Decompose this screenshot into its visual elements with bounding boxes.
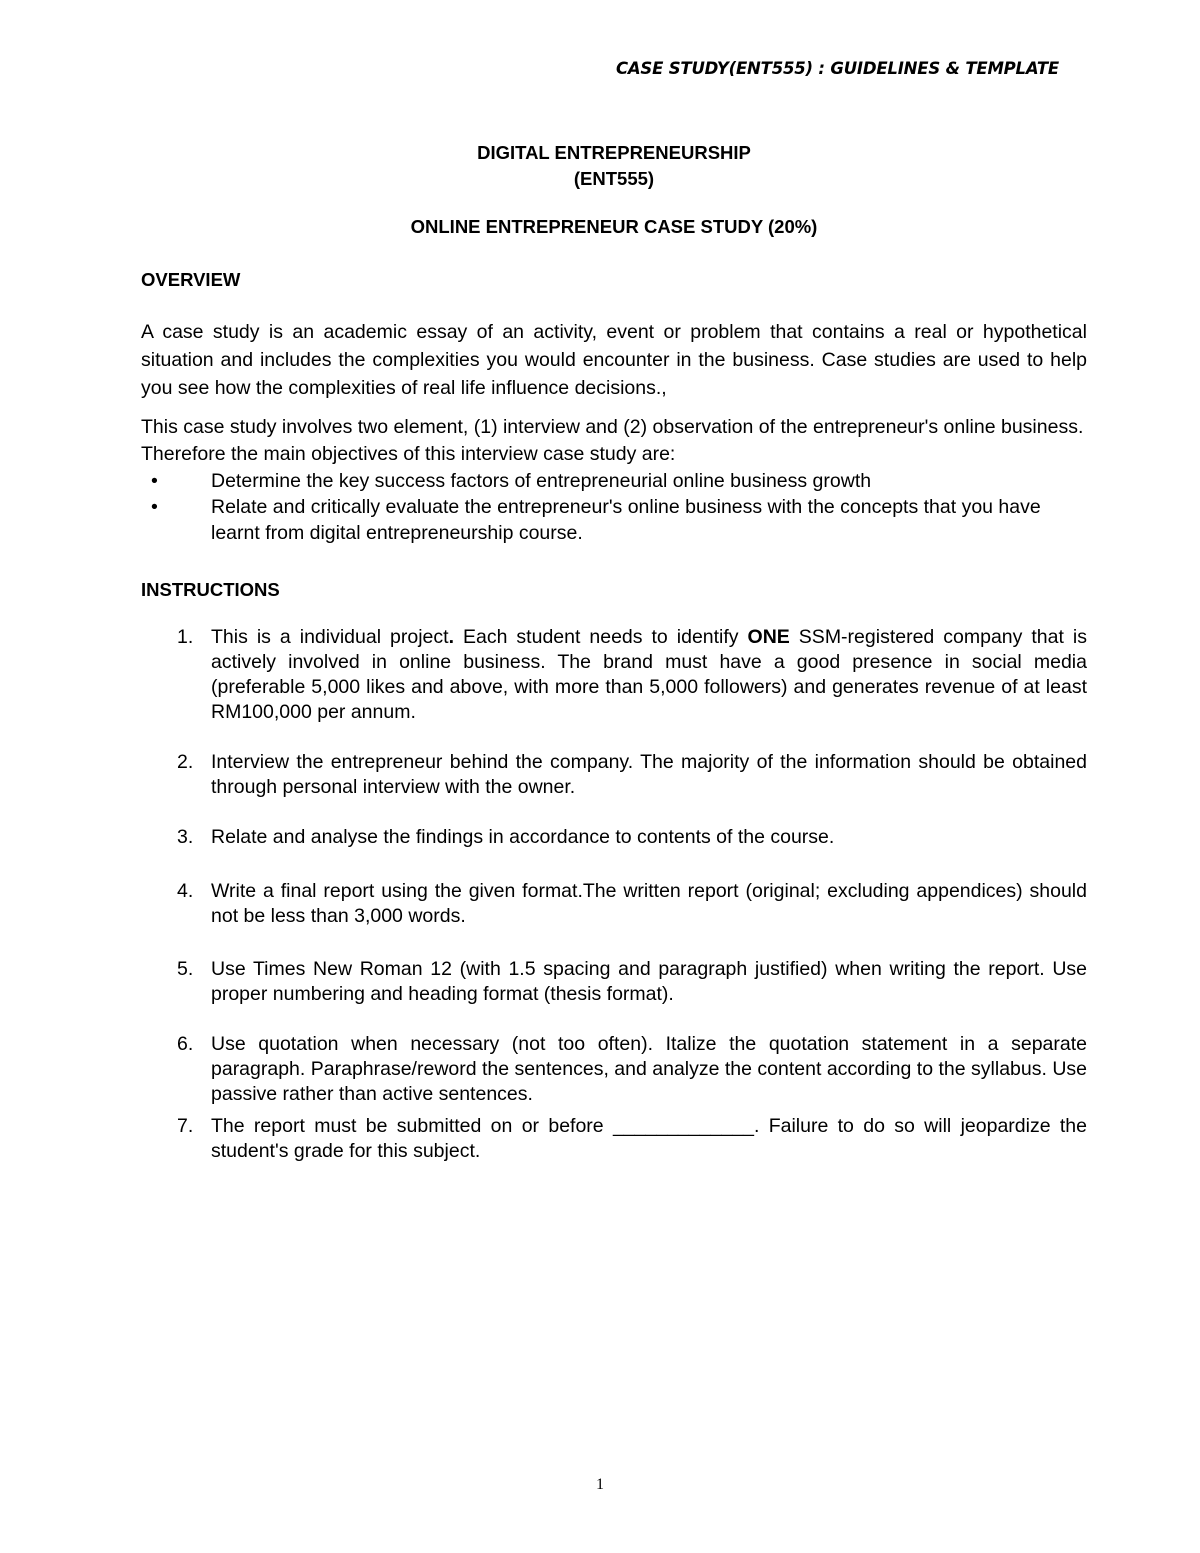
overview-paragraph-2: This case study involves two element, (1) interview and (2) observation of the entrepreneur's online business. Therefore the main objectives of this interview case study are:	[141, 416, 1084, 465]
item-text: Interview the entrepreneur behind the company. The majority of the information should be obtained through personal interview with the owner.	[211, 751, 1087, 798]
item-text: Use quotation when necessary (not too often). Italize the quotation statement in a separate paragraph. Paraphrase/reword the sentences, and analyze the content according to the syllabus. Use passive rather than active sentences.	[211, 1033, 1087, 1105]
overview-paragraph-1: A case study is an academic essay of an activity, event or problem that contains a real or hypothetical situation and includes the complexities you would encounter in the business. Case studies are used to help you see how the complexities of real life influence decisions.,	[141, 321, 1087, 399]
list-item	[141, 879, 1087, 929]
list-item	[141, 1114, 1087, 1164]
list-item	[151, 494, 1087, 546]
item-text: This is a individual project	[211, 626, 449, 648]
document-body	[141, 140, 1087, 1164]
page-number: 1	[596, 1476, 604, 1493]
item-text-emphasis: ONE	[747, 626, 790, 648]
list-item	[151, 468, 1087, 494]
item-text: Use Times New Roman 12 (with 1.5 spacing and paragraph justified) when writing the report. Use proper numbering and heading format (thesis format).	[211, 958, 1087, 1005]
item-text: The report must be submitted on or before _____________. Failure to do so will jeopardize the student's grade for this subject.	[211, 1115, 1087, 1162]
item-number: 1.	[177, 626, 194, 648]
item-text: Write a final report using the given format.The written report (original; excluding appendices) should not be less than 3,000 words.	[211, 880, 1087, 927]
document-subtitle: ONLINE ENTREPRENEUR CASE STUDY (20%)	[410, 216, 818, 237]
bullet-icon: •	[151, 496, 158, 518]
item-text: SSM-registered company that is actively involved in online business. The brand must have a good presence in social media (preferable 5,000 likes and above, with more than 5,000 followers) and generates revenue of at least RM100,000 per annum.	[211, 626, 1087, 723]
list-item	[141, 1032, 1087, 1107]
document-title: DIGITAL ENTREPRENEURSHIP	[477, 142, 751, 163]
item-number: 7.	[177, 1115, 194, 1137]
objective-text: Relate and critically evaluate the entrepreneur's online business with the concepts that you have learnt from digital entrepreneurship course.	[211, 496, 1041, 544]
item-number: 4.	[177, 880, 194, 902]
item-text: Each student needs to identify	[454, 626, 748, 648]
list-item	[141, 825, 1087, 850]
list-item	[141, 625, 1087, 725]
list-item	[141, 750, 1087, 800]
objective-text: Determine the key success factors of entrepreneurial online business growth	[211, 470, 872, 492]
instructions-heading: INSTRUCTIONS	[141, 579, 280, 600]
bullet-icon: •	[151, 470, 158, 492]
course-code: (ENT555)	[573, 168, 655, 189]
item-text: Relate and analyse the findings in accordance to contents of the course.	[211, 826, 835, 848]
running-header: CASE STUDY(ENT555) : GUIDELINES & TEMPLATE	[615, 59, 1059, 78]
list-item	[141, 957, 1087, 1007]
objectives-list	[141, 468, 1087, 546]
overview-heading: OVERVIEW	[141, 269, 241, 290]
item-number: 5.	[177, 958, 194, 980]
item-number: 3.	[177, 826, 194, 848]
item-number: 6.	[177, 1033, 194, 1055]
item-text-bold-dot: .	[448, 626, 454, 648]
instructions-list	[141, 625, 1087, 1164]
item-number: 2.	[177, 751, 194, 773]
